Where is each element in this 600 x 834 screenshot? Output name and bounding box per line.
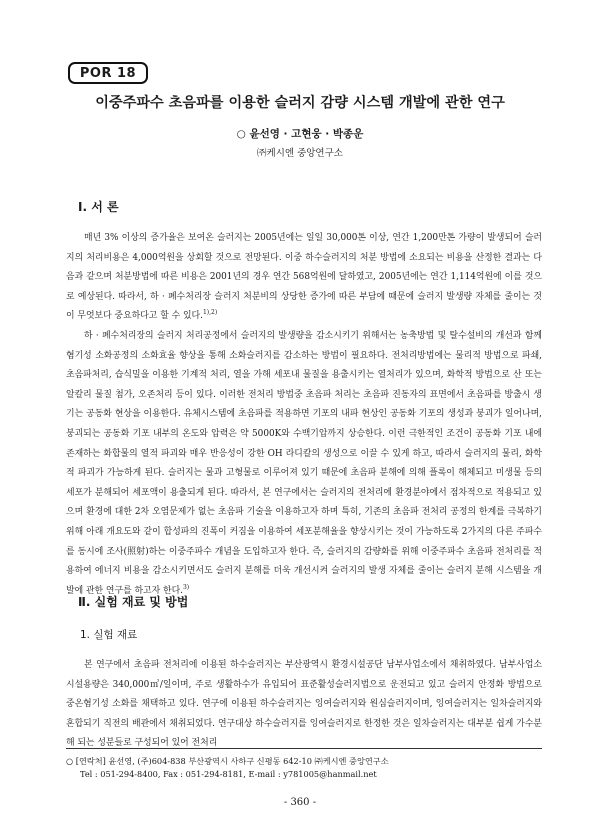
intro-paragraph-1-text: 매년 3% 이상의 증가율은 보여온 슬러지는 2005년에는 일일 30,000톤 이상, 연간 1,200만톤 가량이 발생되어 슬러지의 처리비용은 4,000억원을 상회할 것으로 전망된다. 이중 하수슬러지의 처분 방법에 소요되는 비용을 산정한 결과는 다음과 같으며 처분방법에 따른 비용은 2001년의 경우 연간 568억원에 달하였고, 2005년에는 연간 1,114억원에 이를 것으로 예상된다. 따라서, 하 · 폐수처리장 슬러지 처분비의 상당한 증가에 따른 부담에 때문에 슬러지 발생량 자체를 줄이는 것이 무엇보다 중요하다고 할 수 있다.	[66, 233, 542, 322]
affiliation: ㈜케시엔 중앙연구소	[257, 148, 343, 159]
footnote-line-2: Tel : 051-294-8400, Fax : 051-294-8181, E-mail : y781005@hanmail.net	[80, 769, 377, 779]
intro-paragraph-2-text: 하 · 폐수처리장의 슬러지 처리공정에서 슬러지의 발생량을 감소시키기 위해서는 농축방법 및 탈수설비의 개선과 함께 혐기성 소화공정의 소화효율 향상을 통해 소화슬러지를 감소하는 방법이 필요하다. 전처리방법에는 물리적 방법으로 파쇄, 초음파처리, 습식밀을 이용한 기계적 처리, 열을 가해 세포내 물질을 용출시키는 열처리가 있으며, 화학적 방법으로 산 또는 알칼리 물질 첨가, 오존처리 등이 있다. 이러한 전처리 방법중 초음파 처리는 초음파 진동자의 표면에서 초음파를 방출시 생기는 공동화 현상을 이용한다. 유체시스템에 초음파를 적용하면 기포의 내파 현상인 공동화 기포의 생성과 붕괴가 일어나며, 붕괴되는 공동화 기포 내부의 온도와 압력은 약 5000K와 수백기압까지 상승한다. 이런 극한적인 조건이 공동화 기포 내에 존재하는 화합물의 열적 파괴와 매우 반응성이 강한 OH 라디칼의 생성으로 이끌 수 있게 하고, 따라서 슬러지의 물리, 화학적 파괴가 가능하게 된다. 슬러지는 물과 고형물로 이루어져 있기 때문에 초음파 분해에 의해 플록이 해체되고 미생물 등의 세포가 분해되어 세포액이 용출되게 된다. 따라서, 본 연구에서는 슬러지의 전처리에 환경분야에서 점차적으로 적용되고 있으며 환경에 대한 2차 오염문제가 없는 초음파 기술을 이용하고자 하며 특히, 기존의 초음파 전처리 공정의 한계를 극복하기 위해 아래 개요도와 같이 합성파의 진폭이 커짐을 이용하여 세포분해율을 향상시키는 것이 가능하도록 2가지의 다른 주파수를 동시에 조사(照射)하는 이중주파수 개념을 도입하고자 한다. 즉, 슬러지의 감량화를 위해 이중주파수 초음파 전처리를 적용하여 에너지 비용을 감소시키면서도 슬러지 분해를 더욱 개선시켜 슬러지의 발생 자체를 줄이는 슬러지 분해 시스템을 개발에 관한 연구를 하고자 한다.	[66, 330, 542, 596]
section-heading-intro: Ⅰ. 서 론	[78, 200, 119, 214]
reference-mark: 3)	[182, 583, 190, 591]
page-number: - 360 -	[283, 797, 317, 808]
section-heading-methods: Ⅱ. 실험 재료 및 방법	[78, 595, 189, 609]
materials-body	[66, 656, 542, 754]
intro-body	[66, 229, 542, 601]
contact-footnote	[66, 755, 542, 781]
paper-title: 이중주파수 초음파를 이용한 슬러지 감량 시스템 개발에 관한 연구	[95, 95, 505, 111]
subsection-heading-materials: 1. 실험 재료	[80, 629, 138, 641]
poster-badge: POR 18	[68, 62, 148, 84]
footnote-line-1: ○ [연락처] 윤선영, (주)604-838 부산광역시 사하구 신평동 642-10 ㈜케시엔 중앙연구소	[66, 756, 389, 766]
intro-paragraph-1	[66, 229, 542, 327]
intro-paragraph-2	[66, 327, 542, 601]
reference-mark: 1),2)	[202, 309, 218, 317]
materials-paragraph-1: 본 연구에서 초음파 전처리에 이용된 하수슬러지는 부산광역시 환경시설공단 남부사업소에서 채취하였다. 남부사업소 시설용량은 340,000㎥/일이며, 주로 생활하수가 유입되어 표준활성슬러지법으로 운전되고 있고 슬러지 안정화 방법으로 중온혐기성 소화를 채택하고 있다. 연구에 이용된 하수슬러지는 잉여슬러지와 원심슬러지이며, 잉여슬러지는 일차슬러지와 혼합되기 직전의 배관에서 채취되었다. 연구대상 하수슬러지를 잉여슬러지로 한정한 것은 일차슬러지는 대부분 쉽게 가수분해 되는 성분들로 구성되어 있어 전처리	[66, 660, 542, 749]
author-list: ○ 윤선영 · 고현웅 · 박종운	[236, 128, 364, 140]
footnote-divider	[66, 748, 542, 749]
